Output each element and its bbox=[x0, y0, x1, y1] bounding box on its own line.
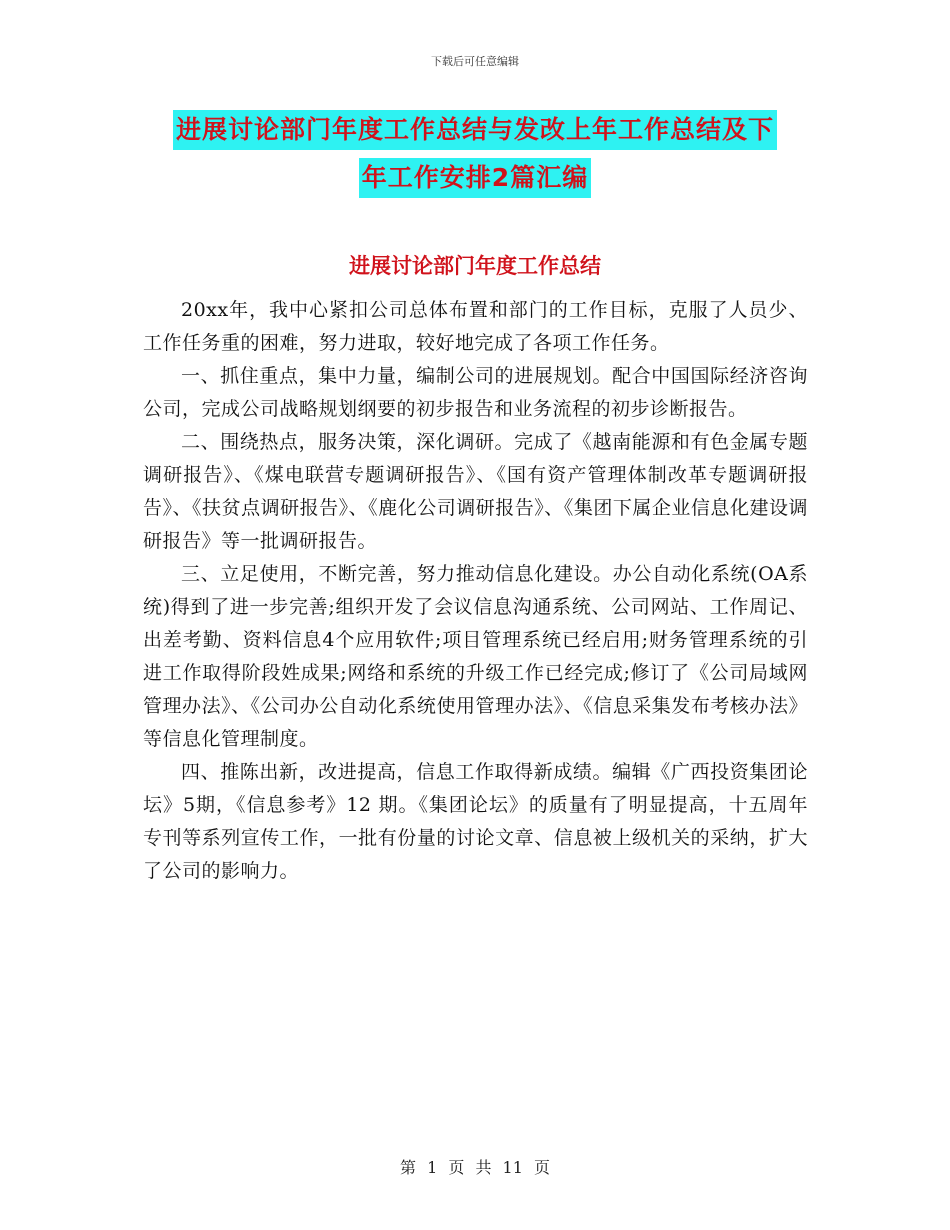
section-title: 进展讨论部门年度工作总结 bbox=[349, 254, 601, 278]
title-line-1: 进展讨论部门年度工作总结与发改上年工作总结及下 bbox=[173, 110, 777, 150]
paragraph: 四、推陈出新，改进提高，信息工作取得新成绩。编辑《广西投资集团论坛》5期，《信息参考》12 期。《集团论坛》的质量有了明显提高，十五周年专刊等系列宣传工作，一批有份量的讨论文章、信息被上级机关的采纳，扩大了公司的影响力。 bbox=[143, 761, 808, 882]
document-body bbox=[143, 294, 808, 888]
paragraph: 20xx年，我中心紧扣公司总体布置和部门的工作目标，克服了人员少、工作任务重的困难，努力进取，较好地完成了各项工作任务。 bbox=[143, 299, 808, 354]
title-line-2: 年工作安排2篇汇编 bbox=[359, 158, 591, 198]
paragraph: 三、立足使用，不断完善，努力推动信息化建设。办公自动化系统(OA系统)得到了进一步完善;组织开发了会议信息沟通系统、公司网站、工作周记、出差考勤、资料信息4个应用软件;项目管理系统已经启用;财务管理系统的引进工作取得阶段姓成果;网络和系统的升级工作已经完成;修订了《公司局域网管理办法》、《公司办公自动化系统使用管理办法》、《信息采集发布考核办法》等信息化管理制度。 bbox=[143, 563, 808, 750]
page-header-note: 下载后可任意编辑 bbox=[431, 55, 519, 68]
paragraph: 一、抓住重点，集中力量，编制公司的进展规划。配合中国国际经济咨询公司，完成公司战略规划纲要的初步报告和业务流程的初步诊断报告。 bbox=[143, 365, 808, 420]
paragraph: 二、围绕热点，服务决策，深化调研。完成了《越南能源和有色金属专题调研报告》、《煤电联营专题调研报告》、《国有资产管理体制改革专题调研报告》、《扶贫点调研报告》、《鹿化公司调研报告》、《集团下属企业信息化建设调研报告》等一批调研报告。 bbox=[143, 431, 808, 552]
document-title bbox=[0, 110, 950, 198]
page-footer: 第 1 页 共 11 页 bbox=[400, 1158, 550, 1177]
